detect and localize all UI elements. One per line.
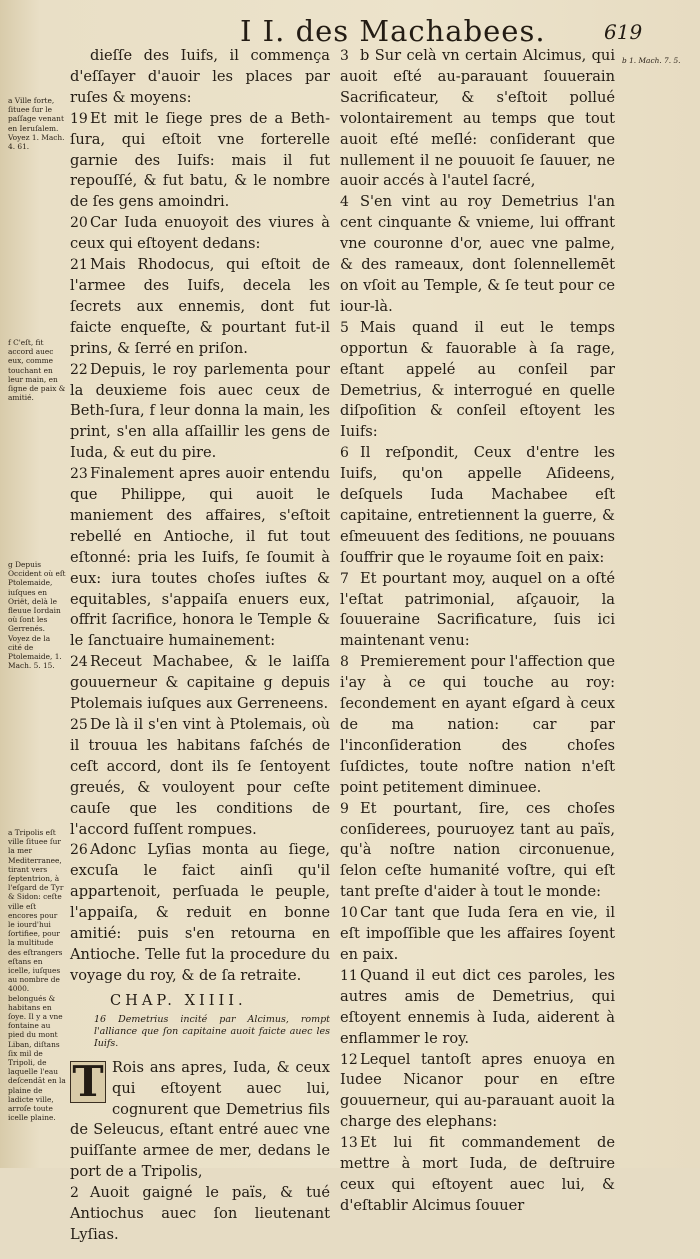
- verse-number: 19: [70, 110, 88, 127]
- left-text-column: [70, 46, 330, 1246]
- verse-paragraph: [340, 903, 615, 966]
- verse-paragraph: [340, 966, 615, 1050]
- verse-text: Auoit gaigné le païs, & tué Antiochus auec ſon lieutenant Lyſias.: [70, 1184, 330, 1243]
- margin-note: a Tripolis eſt ville ſituee ſur la mer Mediterranee, tirant vers ſeptentrion, à l'eſgard de Tyr & Sidon: ceſte ville eſt encores pour le iourd'hui ſortifiee, pour la multitude des eſtrangers eſtans en icelle, iuſques au nombre de 4000. belongués & habitans en ſoye. Il y a vne fontaine au pied du mont Liban, diſtans ſix mil de Tripoli, de laquelle l'eau deſcendāt en la plaine de ladicte ville, arroſe toute icelle plaine.: [8, 828, 66, 1123]
- verse-number: 6: [340, 445, 349, 462]
- verse-text: dieſſe des Iuifs, il commença d'eſſayer d'auoir les places par ruſes & moyens:: [70, 47, 330, 106]
- verse-paragraph: [70, 652, 330, 715]
- verse-paragraph: [340, 799, 615, 904]
- verse-text: Et pourtant moy, auquel on a oſté l'eſtat patrimonial, aſçauoir, la ſouueraine Sacrificature, ſuis ici maintenant venu:: [340, 569, 615, 650]
- verse-text: Et mit le ſiege pres de a Beth-ſura, qui eſtoit vne forterelle garnie des Iuifs: mais il fut repouſſé, & fut batu, & le nombre de ſes gens amoindri.: [70, 109, 330, 211]
- verse-number: 2: [70, 1185, 79, 1202]
- verse-paragraph: [70, 1183, 330, 1246]
- verse-paragraph: [70, 213, 330, 255]
- verse-paragraph: [340, 1133, 615, 1217]
- verse-paragraph: [340, 569, 615, 653]
- verse-text: b Sur celà vn certain Alcimus, qui auoit eſté au-parauant ſouuerain Sacrificateur, & s'eſtoit pollué volontairement au temps que tout auoit eſté meſlé: conſiderant que nullement il ne pouuoit ſe ſauuer, ne auoir accés à l'autel ſacré,: [340, 47, 615, 190]
- verse-text: Receut Machabee, & le laiſſa gouuerneur & capitaine g depuis Ptolemais iuſques aux Gerreneens.: [70, 653, 330, 713]
- verse-text: De là il s'en vint à Ptolemais, où il trouua les habitans faſchés de ceſt accord, dont ils ſe ſentoyent greués, & vouloyent pour ceſte cauſe que les conditions de l'accord fuſſent rompues.: [70, 716, 330, 838]
- verse-number: 24: [70, 654, 88, 671]
- verse-paragraph: [340, 318, 615, 443]
- verse-text: Rois ans apres, Iuda, & ceux qui eſtoyent auec lui, cognurent que Demetrius fils de Seleucus, eſtant entré auec vne puiſſante armee de mer, dedans le port de a Tripolis,: [70, 1058, 330, 1181]
- verse-number: 5: [340, 319, 349, 336]
- verse-paragraph: [70, 840, 330, 986]
- verse-text: Lequel tantoſt apres enuoya en Iudee Nicanor pour en eſtre gouuerneur, qui au-parauant auoit la charge des elephans:: [340, 1050, 615, 1131]
- right-text-column: [340, 46, 615, 1259]
- verse-paragraph: [70, 715, 330, 840]
- verse-number: 7: [340, 570, 349, 587]
- verse-paragraph: [70, 1058, 330, 1183]
- chapter-summary: 16 Demetrius incité par Alcimus, rompt l'alliance que ſon capitaine auoit faicte auec les Iuifs.: [94, 1013, 330, 1049]
- verse-text: Et lui fit commandement de mettre à mort Iuda, de deſtruire ceux qui eſtoyent auec lui, & d'eſtablir Alcimus ſouuer: [340, 1134, 615, 1214]
- verse-text: Car tant que Iuda ſera en vie, il eſt impoſſible que les affaires ſoyent en paix.: [340, 904, 615, 963]
- verse-paragraph: [340, 46, 615, 192]
- running-title: I I. des Machabees.: [240, 14, 546, 48]
- margin-note: a Ville forte, ſituee ſur le paſſage venant en Ieruſalem. Voyez 1. Mach. 4. 61.: [8, 96, 65, 152]
- verse-paragraph: [70, 46, 330, 109]
- verse-text: Finalement apres auoir entendu que Philippe, qui auoit le maniement des affaires, s'eſtoit rebellé en Antioche, il fut tout eſtonné: pria les Iuifs, ſe ſoumit à eux: iura toutes choſes iuſtes & equitables, s'appaiſa enuers eux, offrit ſacrifice, honora le Temple & le ſanctuaire humainement:: [70, 465, 330, 650]
- verse-text: Il reſpondit, Ceux d'entre les Iuifs, qu'on appelle Aſideens, deſquels Iuda Machabee eſt capitaine, entretiennent la guerre, & eſmeuuent des ſeditions, ne pouuans ſouffrir que le royaume ſoit en paix:: [340, 444, 615, 566]
- verse-number: 20: [70, 215, 88, 232]
- verse-paragraph: [340, 192, 615, 317]
- verse-paragraph: [340, 1238, 615, 1259]
- margin-note: b 1. Mach. 7. 5.: [622, 56, 681, 65]
- verse-paragraph: [70, 464, 330, 652]
- verse-number: 10: [340, 905, 358, 922]
- verse-text: Et pourtant, ſire, ces choſes conſiderees, pouruoyez tant au païs, qu'à noſtre nation circonuenue, ſelon ceſte humanité voſtre, qui eſt tant preſte d'aider à tout le monde:: [340, 799, 615, 901]
- verse-paragraph: [340, 443, 615, 568]
- verse-number: 9: [340, 800, 349, 817]
- verse-number: 11: [340, 967, 358, 984]
- verse-paragraph: [340, 1050, 615, 1134]
- verse-number: 23: [70, 466, 88, 483]
- verse-number: 25: [70, 717, 88, 733]
- verse-paragraph: [70, 109, 330, 214]
- verse-paragraph: [70, 255, 330, 360]
- verse-number: 8: [340, 654, 349, 671]
- verse-text: S'en vint au roy Demetrius l'an cent cinquante & vnieme, lui offrant vne couronne d'or, auec vne palme, & des rameaux, dont ſolennellemēt on vſoit au Temple, & ſe teut pour ce iour-là.: [340, 193, 615, 315]
- verse-text: Premierement pour l'affection que i'ay à ce qui touche au roy: ſecondement en ayant eſgard à ceux de ma nation: car par l'inconſideration des choſes ſuſdictes, toute noſtre nation n'eſt point petitement diminuee.: [340, 653, 615, 796]
- verse-paragraph: [340, 652, 615, 798]
- verse-number: 22: [70, 361, 88, 378]
- verse-number: 12: [340, 1051, 358, 1068]
- verse-text: Car Iuda enuoyoit des viures à ceux qui eſtoyent dedans:: [70, 214, 330, 253]
- verse-number: 26: [70, 842, 88, 859]
- chapter-heading: CHAP. XIIII.: [110, 991, 247, 1009]
- verse-number: 3: [340, 48, 349, 64]
- verse-number: 13: [340, 1135, 358, 1152]
- verse-paragraph: [340, 1217, 615, 1238]
- verse-text: Mais quand il eut le temps opportun & fauorable à ſa rage, eſtant appelé au conſeil par Demetrius, & interrogué en quelle diſpoſition & conſeil eſtoyent les Iuifs:: [340, 318, 615, 441]
- verse-number: 21: [70, 257, 88, 274]
- page-number: 619: [604, 20, 643, 44]
- verse-text: Quand il eut dict ces paroles, les autres amis de Demetrius, qui eſtoyent ennemis à Iuda, aiderent à enflammer le roy.: [340, 966, 615, 1047]
- margin-note: f C'eſt, fit accord auec eux, comme touchant en leur main, en ſigne de paix & amitié.: [8, 338, 66, 403]
- verse-number: 4: [340, 194, 349, 211]
- verse-text: Mais Rhodocus, qui eſtoit de l'armee des Iuifs, decela les ſecrets aux ennemis, dont fut faicte enqueſte, & pourtant fut-il prins, & ſerré en priſon.: [70, 256, 330, 357]
- drop-cap: T: [70, 1061, 106, 1103]
- verse-text: Depuis, le roy parlementa pour la deuxieme fois auec ceux de Beth-ſura, f leur donna la main, les print, s'en alla aſſaillir les gens de Iuda, & eut du pire.: [70, 360, 330, 462]
- verse-text: Adonc Lyſias monta au ſiege, excuſa le faict ainſi qu'il appartenoit, perſuada le peuple, l'appaiſa, & reduit en bonne amitié: puis s'en retourna en Antioche. Telle fut la procedure du voyage du roy, & de ſa retraite.: [70, 841, 330, 984]
- verse-paragraph: [70, 360, 330, 465]
- margin-note: g Depuis Occident où eſt Ptolemaide, iuſques en Oriët, delà le fleuue Iordain où ſont les Gerrenés. Voyez de la cité de Ptolemaide, 1. Mach. 5. 15.: [8, 560, 66, 671]
